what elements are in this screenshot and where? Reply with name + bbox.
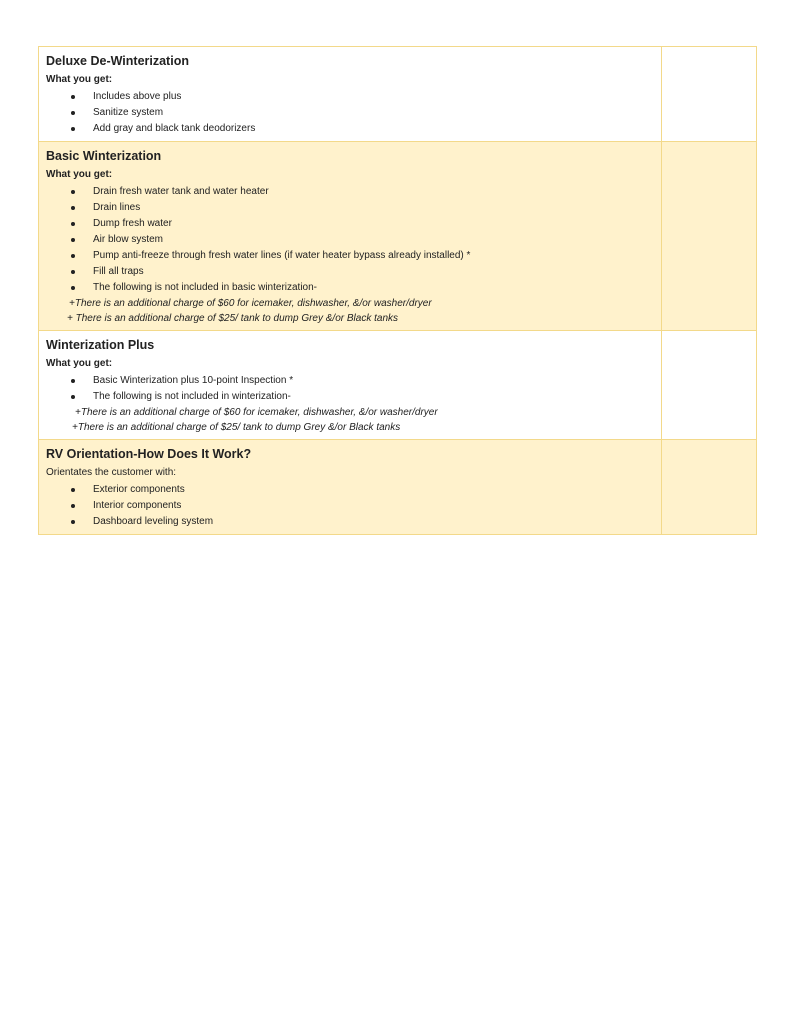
additional-charge-note: +There is an additional charge of $60 for icemaker, dishwasher, &/or washer/dryer — [69, 298, 432, 309]
list-item: Fill all traps — [46, 264, 654, 280]
list-item: The following is not included in basic winterization- — [46, 280, 654, 296]
section-subtitle: What you get: — [46, 169, 113, 180]
empty-side-cell — [662, 47, 757, 142]
bullet-list — [46, 373, 654, 405]
service-row-rv-orientation — [39, 440, 757, 535]
service-description-cell — [39, 47, 662, 142]
bullet-list — [46, 89, 654, 137]
section-subtitle: Orientates the customer with: — [46, 467, 177, 478]
list-item: Sanitize system — [46, 105, 654, 121]
list-item: The following is not included in winterization- — [46, 389, 654, 405]
list-item: Drain lines — [46, 200, 654, 216]
service-description-cell — [39, 142, 662, 331]
section-title: Deluxe De-Winterization — [46, 54, 189, 68]
bullet-list — [46, 184, 654, 296]
list-item: Dashboard leveling system — [46, 514, 654, 530]
empty-side-cell — [662, 331, 757, 440]
service-description-cell — [39, 440, 662, 535]
list-item: Drain fresh water tank and water heater — [46, 184, 654, 200]
section-subtitle: What you get: — [46, 358, 113, 369]
service-row-winterization-plus — [39, 331, 757, 440]
section-title: Basic Winterization — [46, 149, 162, 163]
section-title: Winterization Plus — [46, 338, 155, 352]
bullet-list — [46, 482, 654, 530]
list-item: Interior components — [46, 498, 654, 514]
list-item: Add gray and black tank deodorizers — [46, 121, 654, 137]
service-row-deluxe-de-winterization — [39, 47, 757, 142]
additional-charge-note: + There is an additional charge of $25/ tank to dump Grey &/or Black tanks — [67, 313, 399, 324]
section-subtitle: What you get: — [46, 74, 113, 85]
services-table — [38, 46, 757, 535]
list-item: Includes above plus — [46, 89, 654, 105]
list-item: Dump fresh water — [46, 216, 654, 232]
empty-side-cell — [662, 440, 757, 535]
list-item: Basic Winterization plus 10-point Inspection * — [46, 373, 654, 389]
empty-side-cell — [662, 142, 757, 331]
list-item: Exterior components — [46, 482, 654, 498]
additional-charge-note: +There is an additional charge of $60 for icemaker, dishwasher, &/or washer/dryer — [75, 407, 438, 418]
list-item: Air blow system — [46, 232, 654, 248]
service-row-basic-winterization — [39, 142, 757, 331]
list-item: Pump anti-freeze through fresh water lines (if water heater bypass already installed) * — [46, 248, 654, 264]
additional-charge-note: +There is an additional charge of $25/ tank to dump Grey &/or Black tanks — [72, 422, 401, 433]
section-title: RV Orientation-How Does It Work? — [46, 447, 252, 461]
service-description-cell — [39, 331, 662, 440]
